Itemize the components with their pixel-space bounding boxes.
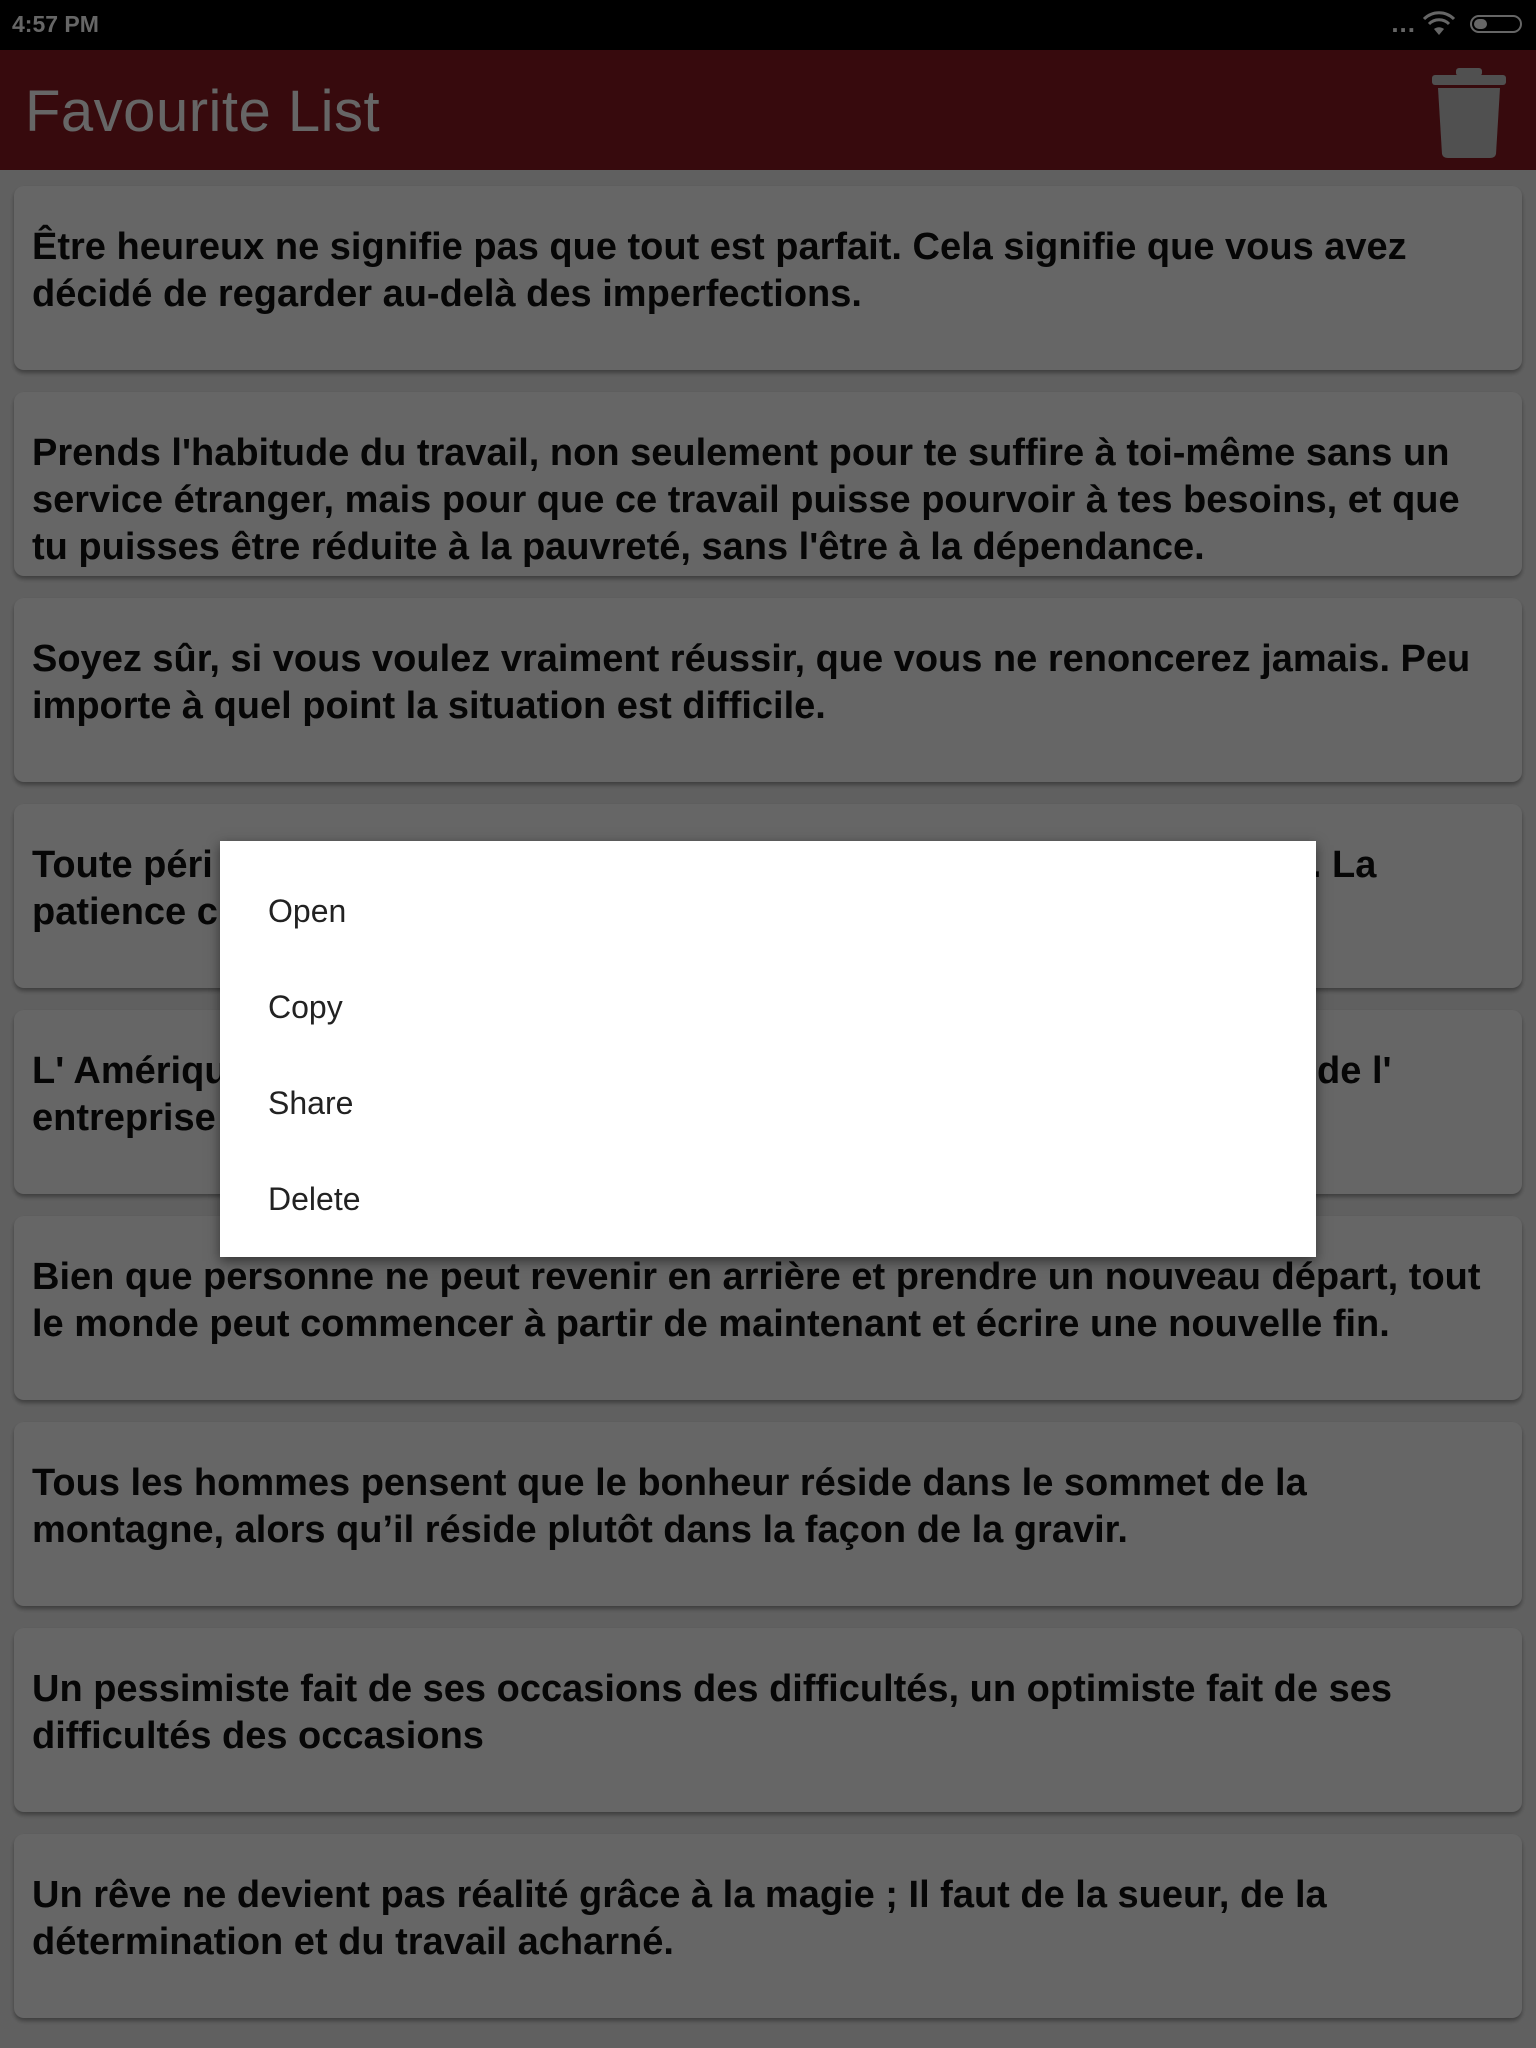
menu-item-delete[interactable]: Delete	[268, 1181, 361, 1217]
context-menu-dialog	[220, 841, 1316, 1257]
menu-item-copy[interactable]: Copy	[268, 989, 343, 1025]
menu-item-share[interactable]: Share	[268, 1085, 354, 1121]
menu-item-open[interactable]: Open	[268, 893, 347, 929]
